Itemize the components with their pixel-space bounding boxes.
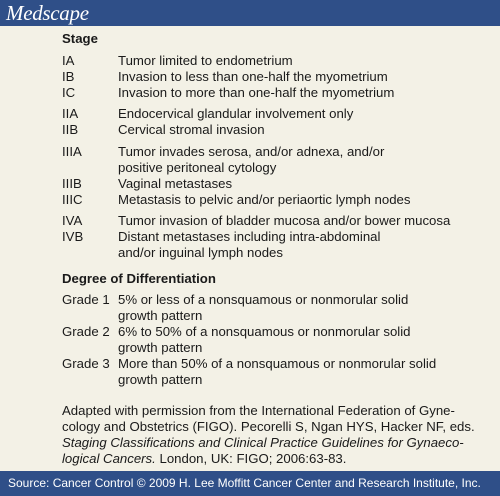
stage-desc: Metastasis to pelvic and/or periaortic lymph nodes	[118, 192, 411, 207]
medscape-logo: Medscape	[6, 1, 89, 25]
stage-code: IB	[62, 69, 75, 84]
grade-label: Grade 3	[62, 356, 110, 371]
footer-bar	[0, 471, 500, 496]
grade-label: Grade 1	[62, 292, 110, 307]
stage-desc: Cervical stromal invasion	[118, 122, 265, 137]
stage-desc: Vaginal metastases	[118, 176, 233, 191]
grade-label: Grade 2	[62, 324, 110, 339]
header-bar	[0, 0, 500, 26]
grade-desc: 6% to 50% of a nonsquamous or nonmorular solid growth pattern	[118, 324, 411, 355]
stage-desc: Tumor invades serosa, and/or adnexa, and/or positive peritoneal cytology	[118, 144, 385, 175]
stage-desc: Tumor invasion of bladder mucosa and/or bower mucosa	[118, 213, 451, 228]
stage-code: IIA	[62, 106, 79, 121]
grade-desc: More than 50% of a nonsquamous or nonmorular solid growth pattern	[118, 356, 437, 387]
stage-code: IC	[62, 85, 76, 100]
stage-code: IA	[62, 53, 75, 68]
stage-desc: Distant metastases including intra-abdominal and/or inguinal lymph nodes	[118, 229, 381, 260]
stage-desc: Invasion to less than one-half the myometrium	[118, 69, 388, 84]
attribution-tail: London, UK: FIGO; 2006:63-83.	[155, 451, 347, 466]
source-credit: Source: Cancer Control © 2009 H. Lee Moffitt Cancer Center and Research Institute, Inc.	[8, 476, 481, 490]
stage-code: IIIA	[62, 144, 82, 159]
figure-panel	[0, 26, 500, 471]
stage-desc: Endocervical glandular involvement only	[118, 106, 354, 121]
stage-code: IVB	[62, 229, 84, 244]
stage-code: IIIC	[62, 192, 83, 207]
attribution-note	[62, 403, 482, 467]
stage-desc: Tumor limited to endometrium	[118, 53, 293, 68]
stage-heading: Stage	[62, 31, 98, 46]
stage-desc: Invasion to more than one-half the myometrium	[118, 85, 395, 100]
attribution-plain: Adapted with permission from the International Federation of Gyne-cology and Obstetrics (FIGO). Pecorelli S, Ngan HYS, Hacker NF, eds.	[62, 403, 475, 434]
stage-code: IIIB	[62, 176, 82, 191]
grade-heading: Degree of Differentiation	[62, 271, 216, 286]
stage-code: IVA	[62, 213, 83, 228]
attribution-title: Staging Classifications and Clinical Practice Guidelines for Gynaeco-logical Cancers.	[62, 435, 464, 466]
stage-code: IIB	[62, 122, 79, 137]
grade-desc: 5% or less of a nonsquamous or nonmorular solid growth pattern	[118, 292, 409, 323]
